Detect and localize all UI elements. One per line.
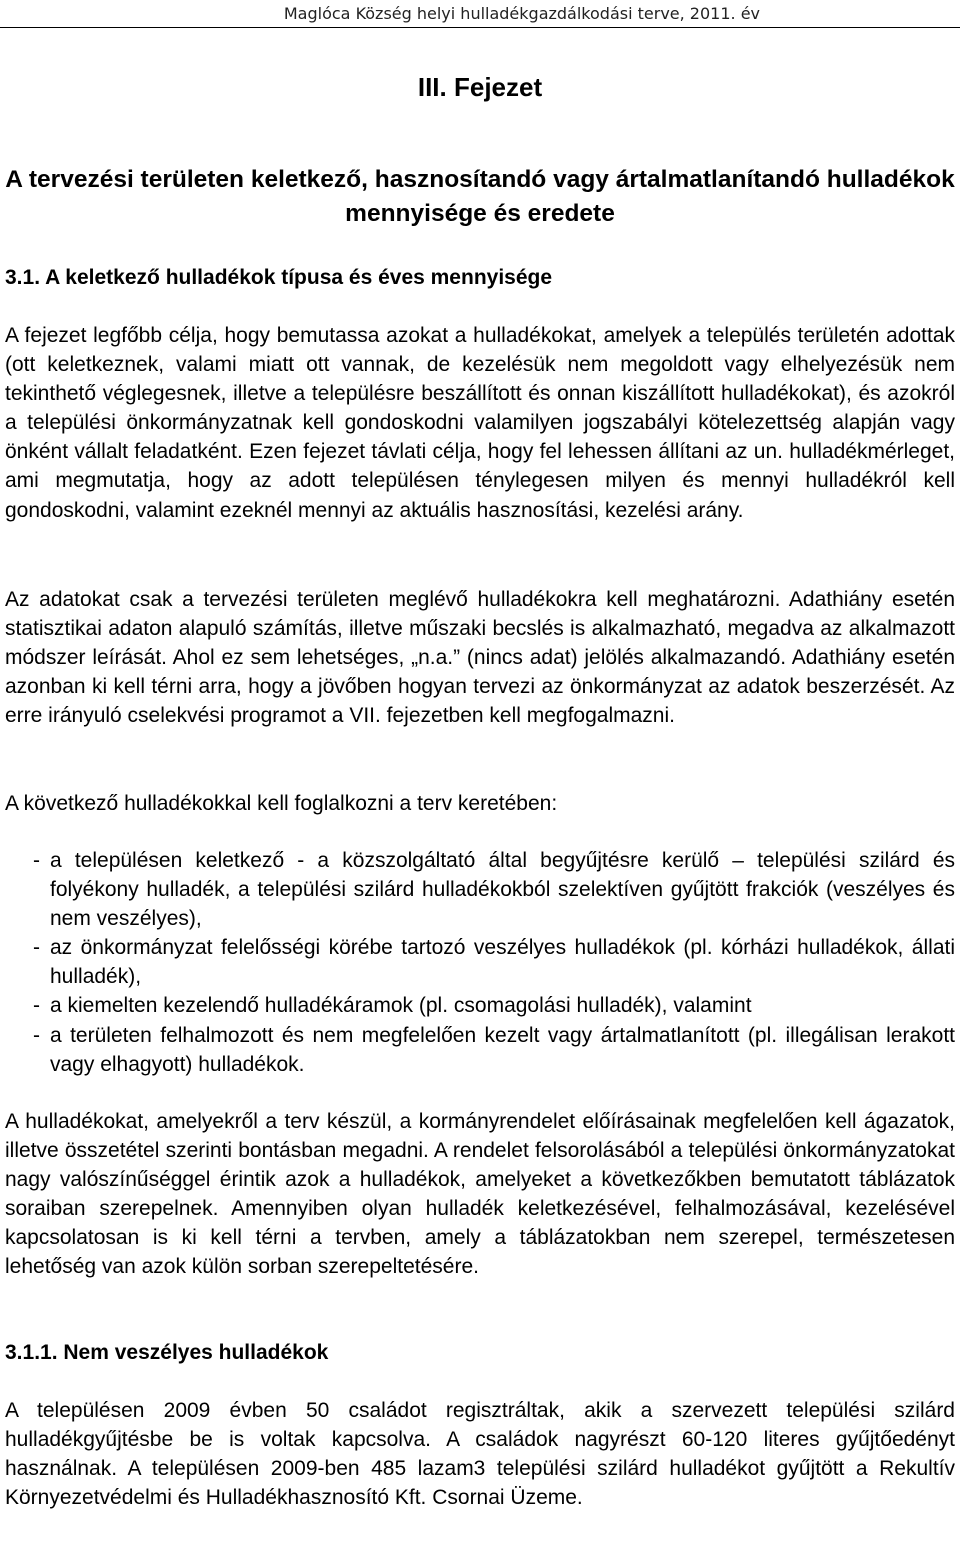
paragraph-data-requirements: Az adatokat csak a tervezési területen meglévő hulladékokra kell meghatározni. Adathiány esetén statisztikai adaton alapuló számítás, illetve műszaki becslés is alkalmazható, megadva az alkalmazott módszer leírását. Ahol ez sem lehetséges, „n.a.” (nincs adat) jelölés alkalmazandó. Adathiány esetén azonban ki kell térni arra, hogy a jövőben hogyan tervezi az önkormányzat az adatok beszerzését. Az erre irányuló cselekvési programot a VII. fejezetben kell megfogalmazni. — [5, 588, 955, 728]
running-header: Maglóca Község helyi hulladékgazdálkodási terve, 2011. év — [283, 4, 760, 23]
list-dash: - — [33, 994, 40, 1018]
header-divider — [0, 27, 960, 28]
waste-types-list — [33, 846, 955, 1079]
section-heading-3-1: 3.1. A keletkező hulladékok típusa és éves mennyisége — [5, 266, 553, 289]
section-heading-3-1-1: 3.1.1. Nem veszélyes hulladékok — [5, 1341, 329, 1364]
list-item — [33, 933, 955, 991]
list-dash: - — [33, 849, 40, 872]
list-item-text: a területen felhalmozott és nem megfelelően kezelt vagy ártalmatlanított (pl. illegálisan lerakott vagy elhagyott) hulladékok. — [50, 1023, 955, 1076]
list-item-text: az önkormányzat felelősségi körébe tartozó veszélyes hulladékok (pl. kórházi hulladékok, állati hulladék), — [50, 936, 955, 989]
chapter-subtitle: A tervezési területen keletkező, hasznosítandó vagy ártalmatlanítandó hulladékok mennyisége és eredete — [5, 166, 955, 227]
list-item-text: a településen keletkező - a közszolgáltató által begyűjtésre kerülő – települési szilárd és folyékony hulladék, a települési szilárd hulladékokból szelektíven gyűjtött frakciók (veszélyes és nem veszélyes), — [50, 849, 955, 931]
list-item-text: a kiemelten kezelendő hulladékáramok (pl. csomagolási hulladék), valamint — [50, 994, 752, 1018]
list-item — [33, 846, 955, 933]
list-item — [33, 1021, 955, 1079]
paragraph-purpose: A fejezet legfőbb célja, hogy bemutassa azokat a hulladékokat, amelyek a település területén adottak (ott keletkeznek, valami miatt ott vannak, de kezelésük nem megoldott vagy elhelyezésük nem tekinthető véglegesnek, illetve a településre beszállított és onnan kiszállított hulladékokat), és azokról a települési önkormányzatnak kell gondoskodni valamilyen jogszabályi kötelezettség alapján vagy önként vállalt feladatként. Ezen fejezet távlati célja, hogy fel lehessen állítani az un. hulladékmérleget, ami megmutatja, hogy az adott településen ténylegesen milyen és mennyi hulladékról kell gondoskodni, valamint ezeknél mennyi az aktuális hasznosítási, kezelési arány. — [5, 324, 955, 522]
list-dash: - — [33, 936, 40, 960]
list-dash: - — [33, 1023, 40, 1047]
chapter-title: III. Fejezet — [417, 72, 543, 102]
paragraph-list-intro: A következő hulladékokkal kell foglalkozni a terv keretében: — [5, 792, 558, 815]
paragraph-regulation: A hulladékokat, amelyekről a terv készül, a kormányrendelet előírásainak megfelelően kell ágazatok, illetve összetétel szerinti bontásban megadni. A rendelet felsorolásából a települési önkormányzatokat nagy valószínűséggel érintik azok a hulladékok, amelyeket a következőkben bemutatott táblázatok soraiban szerepelnek. Amennyiben olyan hulladék keletkezésével, felhalmozásával, kezelésével kapcsolatosan is ki kell térni a tervben, amely a táblázatokban nem szerepel, természetesen lehetőség van azok külön sorban szerepeltetésére. — [5, 1110, 955, 1279]
list-item — [33, 991, 955, 1020]
paragraph-non-hazardous: A településen 2009 évben 50 családot regisztráltak, akik a szervezett települési szilárd hulladékgyűjtésbe be is voltak kapcsolva. A családok nagyrészt 60-120 literes gyűjtőedényt használnak. A településen 2009-ben 485 lazam3 települési szilárd hulladékot gyűjtött a Rekultív Környezetvédelmi és Hulladékhasznosító Kft. Csornai Üzeme. — [5, 1399, 955, 1510]
